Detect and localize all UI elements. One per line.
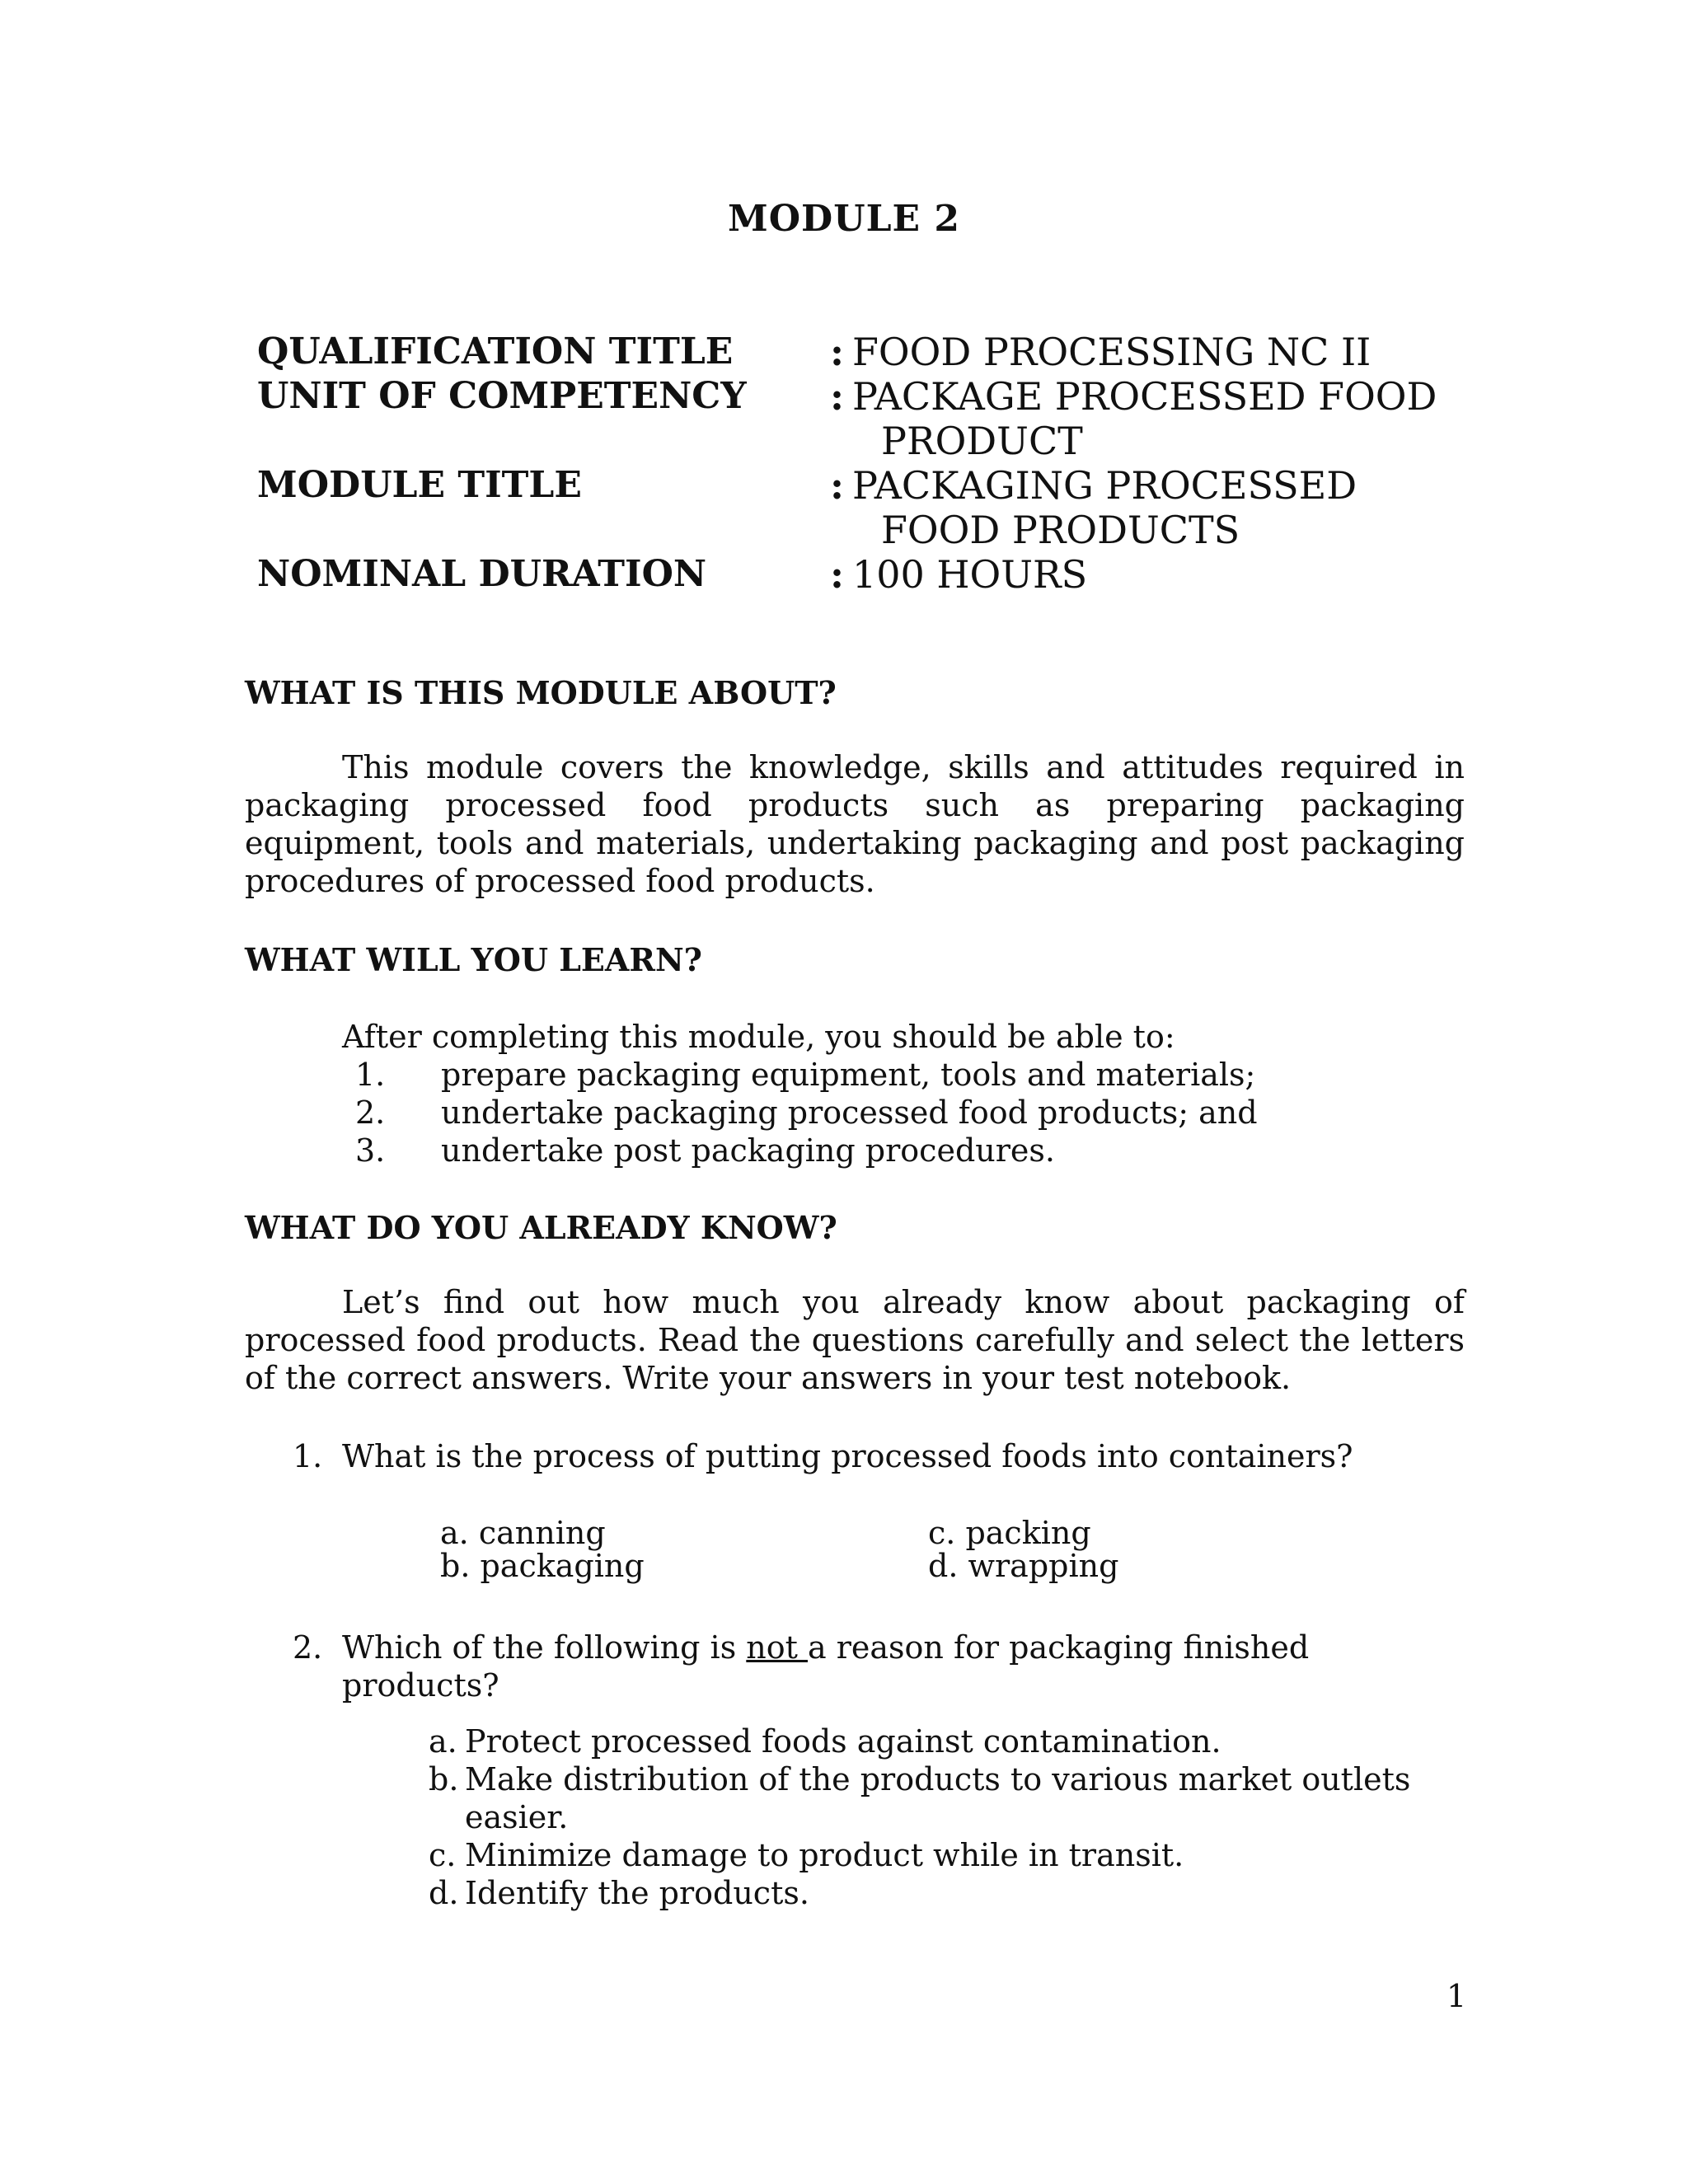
duration-value bbox=[830, 552, 1087, 597]
unit-text-line1: PACKAGE PROCESSED FOOD bbox=[851, 374, 1437, 419]
choice-d: d. wrapping bbox=[928, 1548, 1119, 1584]
colon: : bbox=[830, 552, 844, 597]
heading-learn: WHAT WILL YOU LEARN? bbox=[245, 941, 702, 978]
item-number: 3. bbox=[355, 1132, 386, 1169]
qualification-value bbox=[830, 330, 1371, 374]
choice-c: c. packing bbox=[928, 1515, 1091, 1551]
choice-a bbox=[429, 1722, 1467, 1760]
module-title: MODULE 2 bbox=[728, 198, 960, 240]
unit-label: UNIT OF COMPETENCY bbox=[257, 375, 747, 417]
question-text-part: Which of the following is bbox=[342, 1629, 747, 1666]
qualification-label: QUALIFICATION TITLE bbox=[257, 330, 734, 373]
unit-text-line2: PRODUCT bbox=[881, 419, 1083, 463]
item-number: 2. bbox=[355, 1094, 386, 1131]
heading-about: WHAT IS THIS MODULE ABOUT? bbox=[245, 674, 837, 711]
choice-d bbox=[429, 1874, 1467, 1912]
list-item bbox=[342, 1056, 1258, 1094]
item-text: prepare packaging equipment, tools and materials; bbox=[441, 1057, 1256, 1093]
question-2-choices bbox=[429, 1722, 1467, 1912]
choice-b bbox=[429, 1760, 1467, 1836]
know-paragraph: Let’s find out how much you already know about packaging of processed food products. Read the questions carefully and select the letters of the correct answers. Write your answers in your test notebook. bbox=[245, 1284, 1465, 1396]
module-label: MODULE TITLE bbox=[257, 464, 582, 506]
question-2 bbox=[293, 1629, 1463, 1704]
item-text: undertake packaging processed food products; and bbox=[441, 1094, 1258, 1131]
colon: : bbox=[830, 374, 844, 419]
choice-text: Protect processed foods against contamination. bbox=[465, 1723, 1221, 1760]
item-number: 1. bbox=[355, 1057, 386, 1093]
colon: : bbox=[830, 330, 844, 374]
question-text-part: a reason for packaging finished products? bbox=[342, 1629, 1310, 1704]
question-text: What is the process of putting processed foods into containers? bbox=[342, 1438, 1353, 1474]
choice-text: Minimize damage to product while in transit. bbox=[465, 1837, 1184, 1873]
question-1 bbox=[293, 1437, 1463, 1475]
choice-b: b. packaging bbox=[440, 1548, 645, 1584]
choice-a: a. canning bbox=[440, 1515, 606, 1551]
choice-letter: c. bbox=[429, 1837, 457, 1873]
question-number: 1. bbox=[293, 1438, 323, 1474]
list-item bbox=[342, 1094, 1258, 1132]
duration-text: 100 HOURS bbox=[851, 552, 1088, 597]
choice-c bbox=[429, 1836, 1467, 1874]
qualification-text: FOOD PROCESSING NC II bbox=[851, 330, 1372, 374]
unit-value bbox=[830, 374, 1437, 463]
about-paragraph: This module covers the knowledge, skills and attitudes required in packaging processed food products such as preparing packaging equipment, tools and materials, undertaking packaging and post packaging procedures of processed food products. bbox=[245, 749, 1465, 899]
learn-objectives-list bbox=[342, 1056, 1258, 1169]
item-text: undertake post packaging procedures. bbox=[441, 1132, 1055, 1169]
question-text-underlined: not bbox=[746, 1629, 808, 1666]
module-value bbox=[830, 463, 1357, 552]
choice-text: Identify the products. bbox=[465, 1875, 809, 1911]
choice-letter: d. bbox=[429, 1875, 459, 1911]
question-number: 2. bbox=[293, 1629, 323, 1666]
module-text-line1: PACKAGING PROCESSED bbox=[851, 463, 1357, 508]
module-text-line2: FOOD PRODUCTS bbox=[881, 508, 1240, 552]
choice-letter: b. bbox=[429, 1761, 459, 1797]
learn-intro: After completing this module, you should be able to: bbox=[342, 1019, 1175, 1055]
choice-text: Make distribution of the products to various market outlets easier. bbox=[465, 1761, 1411, 1835]
page-number: 1 bbox=[1447, 1978, 1467, 2014]
list-item bbox=[342, 1132, 1258, 1169]
question-text bbox=[293, 1629, 1463, 1704]
colon: : bbox=[830, 463, 844, 508]
heading-know: WHAT DO YOU ALREADY KNOW? bbox=[245, 1209, 837, 1246]
duration-label: NOMINAL DURATION bbox=[257, 553, 707, 595]
choice-letter: a. bbox=[429, 1723, 457, 1760]
